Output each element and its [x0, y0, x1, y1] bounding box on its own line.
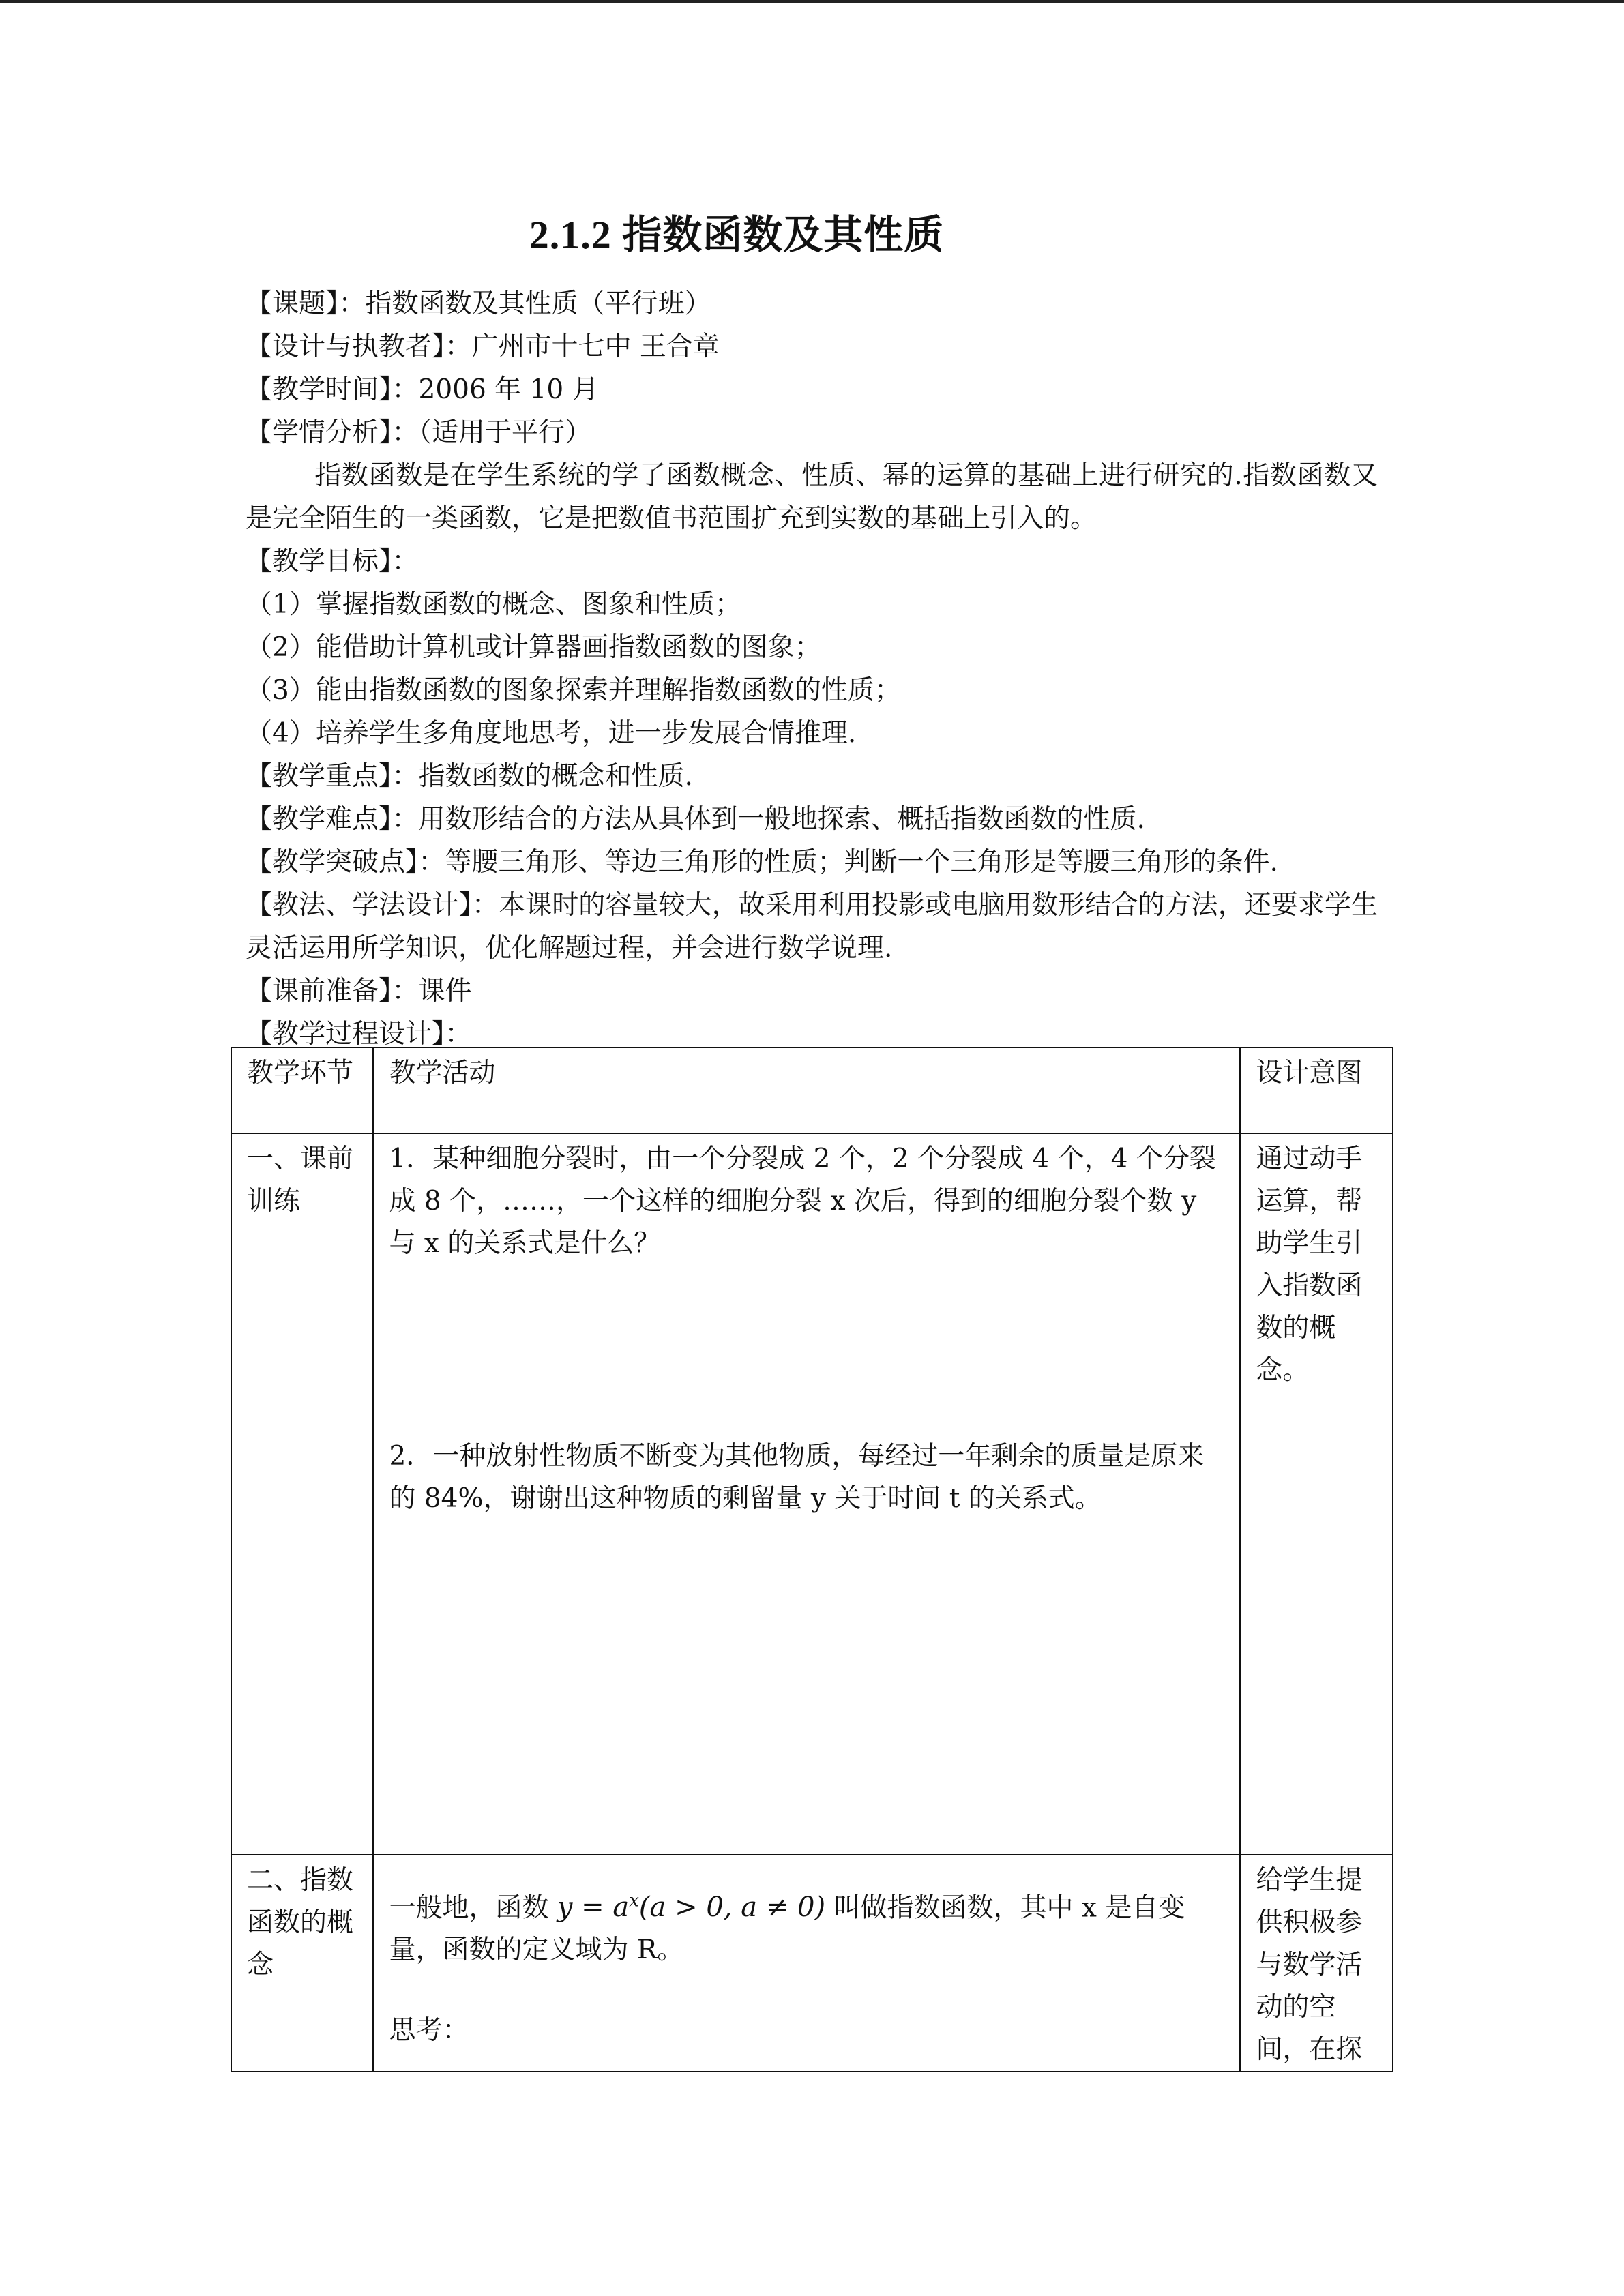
formula-exponent: x	[629, 1891, 639, 1911]
analysis-paragraph: 指数函数是在学生系统的学了函数概念、性质、幂的运算的基础上进行研究的.指数函数又是完全陌生的一类函数，它是把数值书范围扩充到实数的基础上引入的。	[246, 460, 1378, 534]
goal-item: （1）掌握指数函数的概念、图象和性质；	[246, 589, 741, 620]
breakthrough: 【教学突破点】：等腰三角形、等边三角形的性质；判断一个三角形是等腰三角形的条件.	[246, 847, 1278, 878]
meta-designer: 【设计与执教者】：广州市十七中 王合章	[246, 331, 720, 362]
table-row	[231, 1855, 1393, 2072]
think-prompt: 思考：	[389, 2015, 469, 2046]
stage-cell: 一、课前训练	[231, 1133, 373, 1855]
activity-cell	[373, 1855, 1240, 2072]
table-header-row	[231, 1047, 1393, 1133]
intent-cell: 通过动手运算，帮助学生引入指数函数的概念。	[1240, 1133, 1393, 1855]
concept-definition	[389, 1880, 1226, 1971]
header-stage: 教学环节	[231, 1047, 373, 1133]
meta-topic: 【课题】：指数函数及其性质（平行班）	[246, 288, 711, 319]
table-row	[231, 1133, 1393, 1855]
meta-time: 【教学时间】：2006 年 10 月	[246, 374, 599, 405]
lesson-meta	[246, 282, 1378, 1056]
answer-space	[389, 1265, 1226, 1435]
intent-cell: 给学生提供积极参与数学活动的空间，在探	[1240, 1855, 1393, 2072]
goal-item: （4）培养学生多角度地思考，进一步发展合情推理.	[246, 718, 857, 749]
preparation: 【课前准备】：课件	[246, 976, 472, 1007]
document-title: 2.1.2 指数函数及其性质	[529, 213, 945, 257]
concept-suffix: 叫做指数函数，其中 x 是自变量，函数的定义域为 R。	[389, 1892, 1185, 1966]
key-point: 【教学重点】：指数函数的概念和性质.	[246, 761, 693, 792]
goal-item: （2）能借助计算机或计算器画指数函数的图象；	[246, 632, 821, 663]
header-activity: 教学活动	[373, 1047, 1240, 1133]
teaching-process-table	[231, 1047, 1393, 2072]
page-top-border	[0, 0, 1624, 3]
header-intent: 设计意图	[1240, 1047, 1393, 1133]
activity-cell	[373, 1133, 1240, 1855]
meta-analysis-heading: 【学情分析】：（适用于平行）	[246, 417, 592, 448]
formula-lhs: y = a	[557, 1892, 630, 1924]
goal-item: （3）能由指数函数的图象探索并理解指数函数的性质；	[246, 675, 901, 706]
goals-heading: 【教学目标】：	[246, 546, 419, 577]
process-heading: 【教学过程设计】：	[246, 1019, 472, 1049]
activity-question-2: 2．一种放射性物质不断变为其他物质，每经过一年剩余的质量是原来的 84%，谢谢出这种物质的剩留量 y 关于时间 t 的关系式。	[389, 1441, 1205, 1514]
concept-prefix: 一般地，函数	[389, 1892, 549, 1924]
difficulty: 【教学难点】：用数形结合的方法从具体到一般地探索、概括指数函数的性质.	[246, 804, 1145, 835]
exponential-formula	[557, 1892, 825, 1923]
method-design: 【教法、学法设计】：本课时的容量较大，故采用利用投影或电脑用数形结合的方法，还要求学生灵活运用所学知识，优化解题过程，并会进行数学说理.	[246, 890, 1378, 964]
activity-question-1: 1．某种细胞分裂时，由一个分裂成 2 个，2 个分裂成 4 个，4 个分裂成 8 个，……，一个这样的细胞分裂 x 次后，得到的细胞分裂个数 y 与 x 的关系式是什么？	[389, 1144, 1216, 1259]
stage-cell: 二、指数函数的概念	[231, 1855, 373, 2072]
formula-condition: (a > 0, a ≠ 0)	[638, 1892, 826, 1924]
